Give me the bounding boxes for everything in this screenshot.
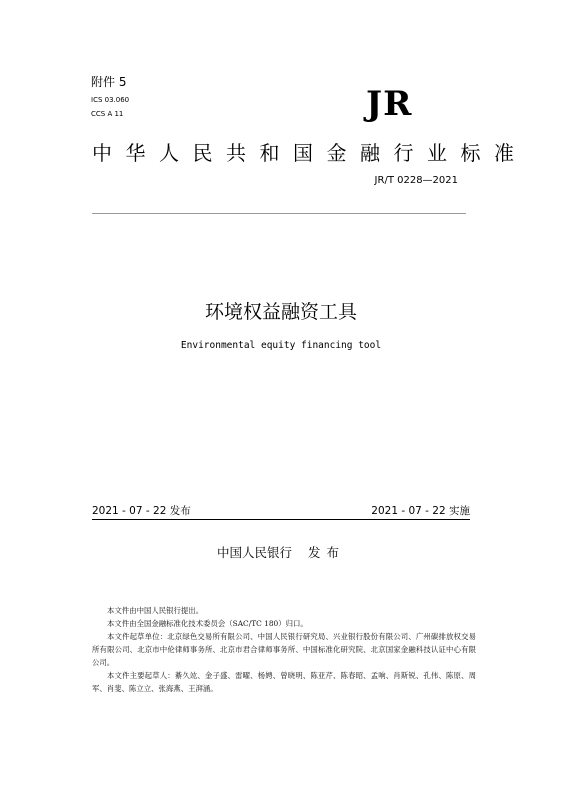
issuer-name: 中国人民银行 xyxy=(216,545,292,560)
attachment-label: 附件 5 xyxy=(91,75,127,89)
foreword xyxy=(92,604,476,695)
ccs-code: CCS A 11 xyxy=(91,110,124,118)
ics-code: ICS 03.060 xyxy=(91,96,130,104)
foreword-paragraph: 本文件由全国金融标准化技术委员会（SAC/TC 180）归口。 xyxy=(107,619,308,628)
publish-date: 2021 - 07 - 22 发布 xyxy=(92,505,191,517)
foreword-paragraph: 本文件主要起草人：綦久竑、金子盛、雷曜、杨娉、曾晓明、陈亚芹、陈春昭、孟响、肖斯锐、孔伟、陈原、周军、肖斐、陈立立、张海燕、王湃涵。 xyxy=(92,671,476,693)
issuer-verb: 发布 xyxy=(308,545,346,560)
document-title-en: Environmental equity financing tool xyxy=(180,340,382,351)
foreword-paragraph: 本文件由中国人民银行提出。 xyxy=(107,606,204,615)
date-divider xyxy=(92,519,470,520)
document-title-cn: 环境权益融资工具 xyxy=(204,301,357,323)
standard-title: 中华人民共和国金融行业标准 xyxy=(92,141,528,165)
header-divider xyxy=(92,213,466,214)
foreword-paragraph: 本文件起草单位：北京绿色交易所有限公司、中国人民银行研究局、兴业银行股份有限公司、广州碳排放权交易所有限公司、北京市中伦律师事务所、北京市君合律师事务所、中国标准化研究院、北京国家金融科技认证中心有限公司。 xyxy=(92,632,476,667)
jr-logo: JR xyxy=(366,84,413,124)
issuer-line xyxy=(0,543,562,561)
implement-date: 2021 - 07 - 22 实施 xyxy=(371,505,470,517)
standard-code: JR/T 0228—2021 xyxy=(374,175,458,186)
